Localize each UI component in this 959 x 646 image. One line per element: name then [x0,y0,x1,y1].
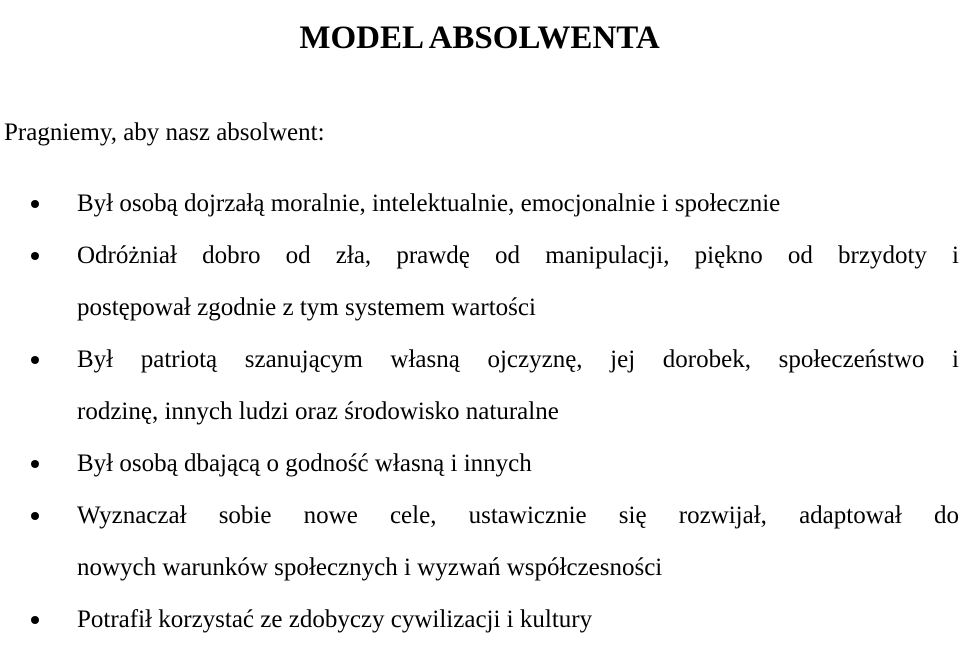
bullet-list [0,178,959,646]
list-item-text [77,594,959,646]
bullet-dot-icon [31,616,39,624]
intro-text: Pragniemy, aby nasz absolwent: [4,119,325,146]
list-item-line: Potrafił korzystać ze zdobyczy cywilizacji i kultury [77,606,593,633]
list-item-line: Był patriotą szanującym własną ojczyznę, jej dorobek, społeczeństwo i [77,346,959,373]
list-item-line: Był osobą dbającą o godność własną i innych [77,450,532,477]
page-title: MODEL ABSOLWENTA [299,20,660,57]
bullet-dot-icon [31,200,39,208]
list-item-text [77,438,959,490]
bullet-dot-icon [31,460,39,468]
list-item-text [77,334,959,438]
list-item [0,438,959,490]
list-item [0,594,959,646]
list-item [0,178,959,230]
bullet-dot-icon [31,252,39,260]
bullet-dot-icon [31,512,39,520]
list-item [0,490,959,594]
list-item [0,230,959,334]
list-item-text [77,230,959,334]
list-item-line: Odróżniał dobro od zła, prawdę od manipulacji, piękno od brzydoty i [77,242,959,269]
list-item-line: Był osobą dojrzałą moralnie, intelektualnie, emocjonalnie i społecznie [77,190,781,217]
list-item [0,334,959,438]
bullet-dot-icon [31,356,39,364]
list-item-text [77,178,959,230]
list-item-line: nowych warunków społecznych i wyzwań współczesności [77,554,663,581]
list-item-line: Wyznaczał sobie nowe cele, ustawicznie się rozwijał, adaptował do [77,502,959,529]
list-item-text [77,490,959,594]
list-item-line: postępował zgodnie z tym systemem wartości [77,294,536,321]
list-item-line: rodzinę, innych ludzi oraz środowisko naturalne [77,398,559,425]
